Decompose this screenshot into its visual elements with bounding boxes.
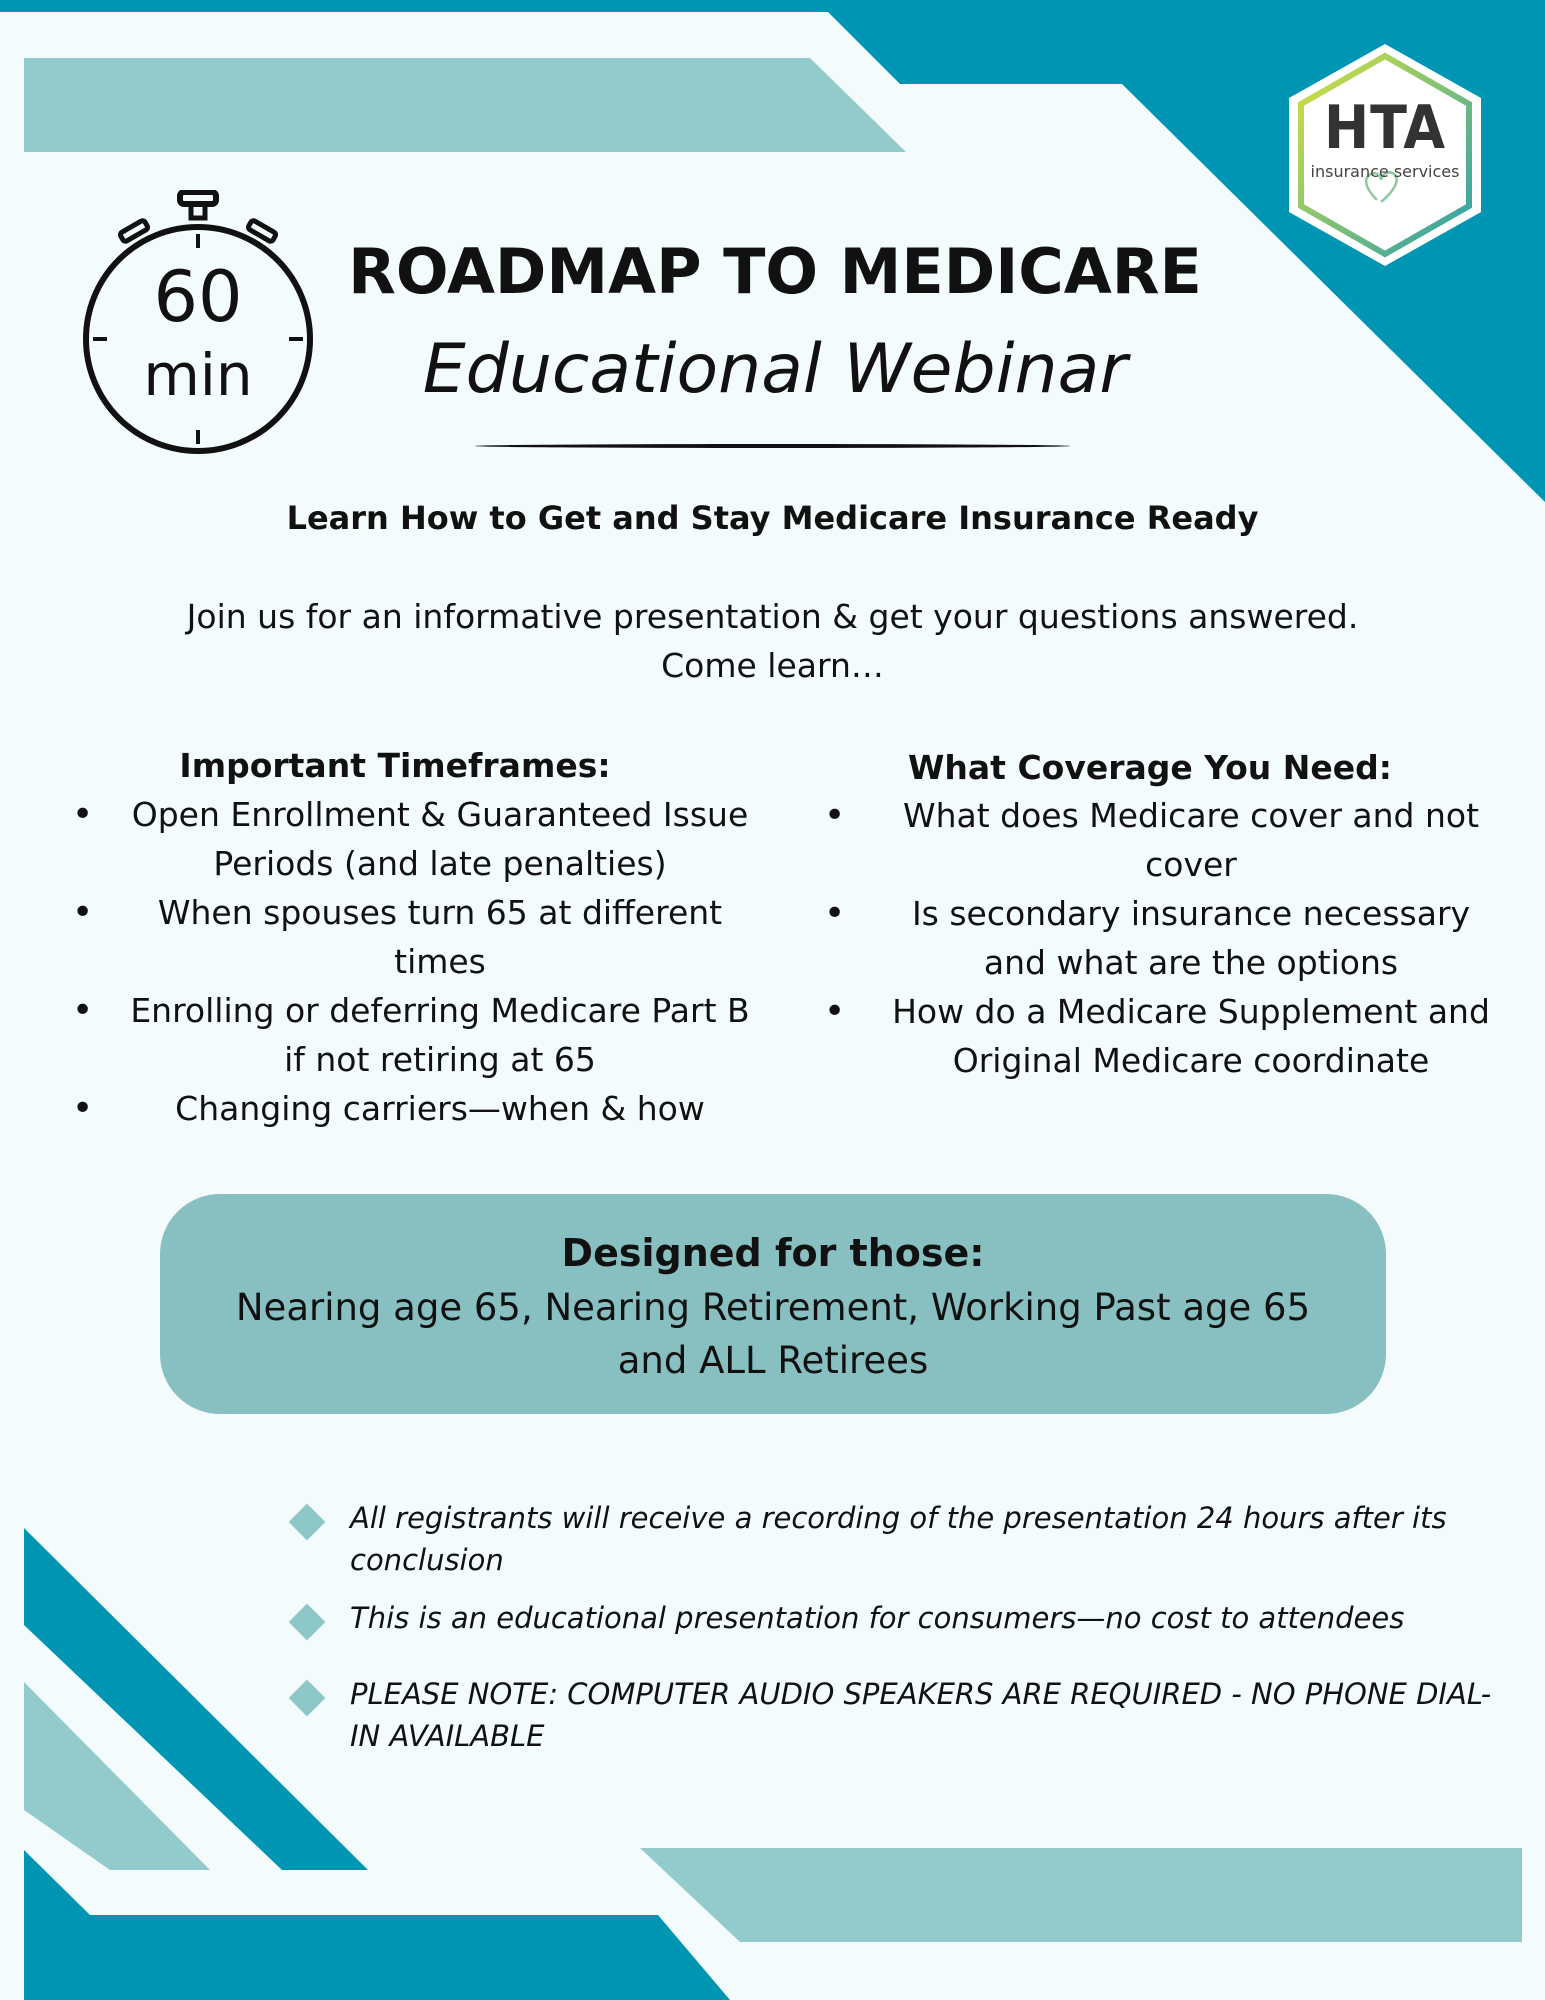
timer-number: 60 xyxy=(153,256,243,338)
top-left-bar xyxy=(24,58,906,152)
intro-text xyxy=(120,592,1425,690)
list-item: • When spouses turn 65 at different times xyxy=(70,888,750,986)
diamond-bullet-icon xyxy=(289,1680,326,1717)
timeframes-heading: Important Timeframes: xyxy=(179,746,611,785)
coverage-heading: What Coverage You Need: xyxy=(908,748,1392,787)
logo-text: HTA xyxy=(1323,93,1447,163)
note-text: All registrants will receive a recording of the presentation 24 hours after its conclusion xyxy=(350,1501,1447,1577)
list-item: • Changing carriers—when & how xyxy=(70,1084,750,1133)
timer-unit: min xyxy=(143,341,253,409)
note-recording xyxy=(292,1497,1502,1581)
bottom-dark-band xyxy=(24,1850,730,2000)
logo-subtext: insurance services xyxy=(1310,162,1460,181)
note-text: This is an educational presentation for consumers—no cost to attendees xyxy=(350,1601,1405,1635)
audience-heading: Designed for those: xyxy=(561,1231,985,1275)
list-item: • What does Medicare cover and not cover xyxy=(822,791,1500,889)
audience-text: Nearing age 65, Nearing Retirement, Working Past age 65 and ALL Retirees xyxy=(235,1286,1311,1382)
list-item: • Is secondary insurance necessary and what are the options xyxy=(822,889,1500,987)
list-item: • Enrolling or deferring Medicare Part B if not retiring at 65 xyxy=(70,986,750,1084)
intro-line-2: Come learn… xyxy=(661,646,884,685)
timeframes-list xyxy=(70,790,750,1133)
bottom-right-bar xyxy=(640,1848,1522,1942)
coverage-list xyxy=(822,791,1500,1085)
intro-line-1: Join us for an informative presentation & get your questions answered. xyxy=(186,597,1359,636)
list-item: • Open Enrollment & Guaranteed Issue Periods (and late penalties) xyxy=(70,790,750,888)
note-audio xyxy=(292,1673,1502,1757)
list-item: • How do a Medicare Supplement and Original Medicare coordinate xyxy=(822,987,1500,1085)
title-divider xyxy=(475,444,1070,448)
page-subtitle: Educational Webinar xyxy=(422,330,1128,409)
tagline: Learn How to Get and Stay Medicare Insurance Ready xyxy=(286,499,1259,537)
diamond-bullet-icon xyxy=(289,1504,326,1541)
note-text: PLEASE NOTE: COMPUTER AUDIO SPEAKERS ARE REQUIRED - NO PHONE DIAL-IN AVAILABLE xyxy=(350,1677,1492,1753)
page-title: ROADMAP TO MEDICARE xyxy=(348,235,1202,308)
note-cost xyxy=(292,1597,1502,1639)
diamond-bullet-icon xyxy=(289,1604,326,1641)
